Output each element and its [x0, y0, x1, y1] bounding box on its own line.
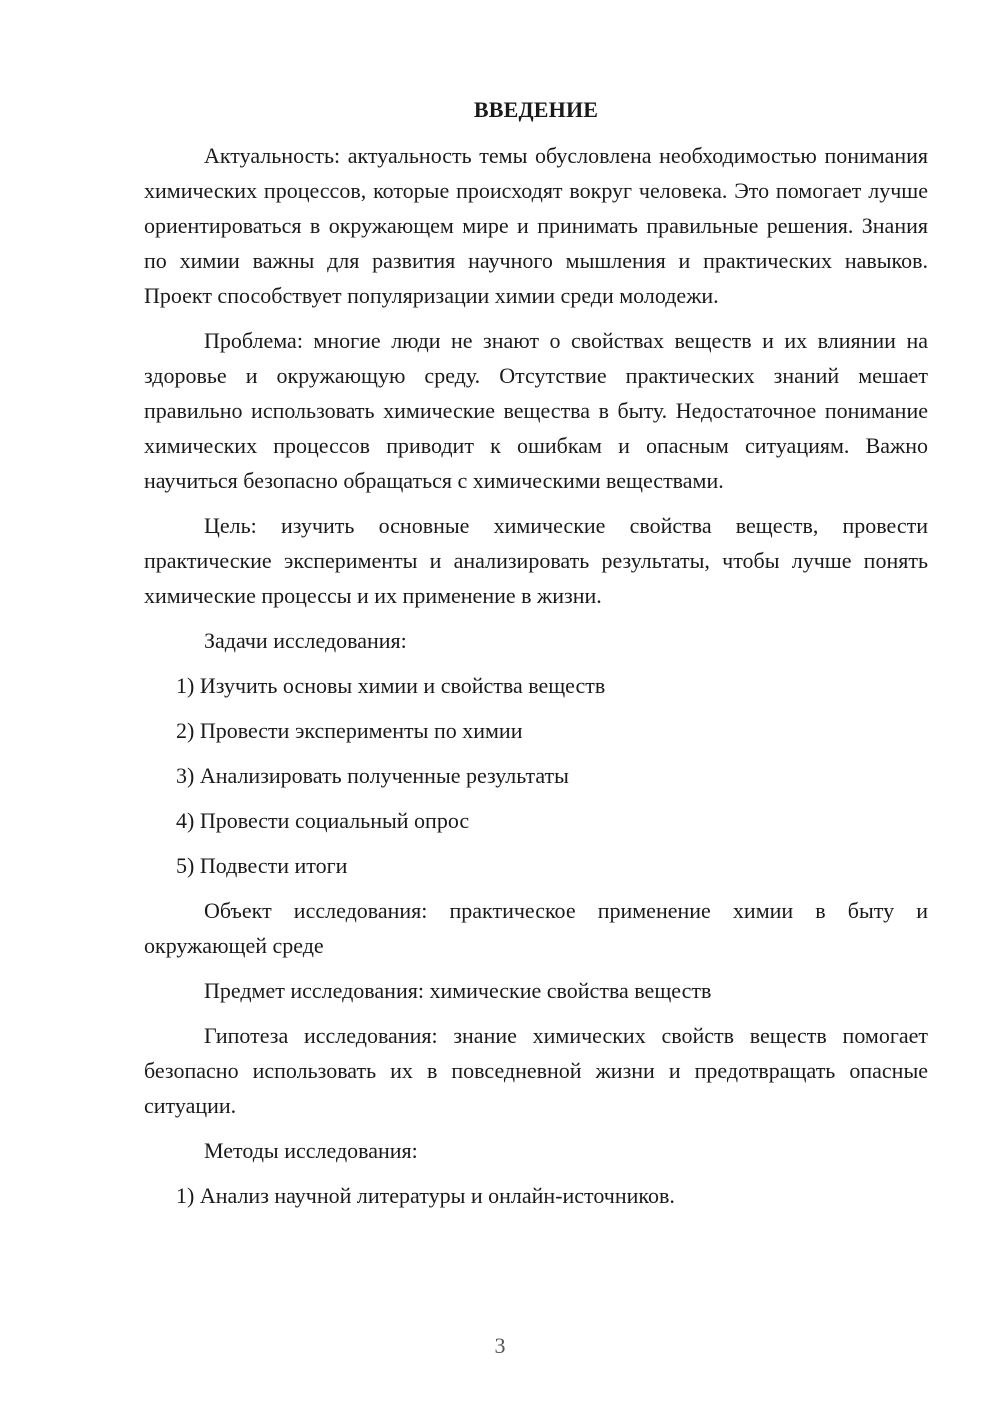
list-item: 3) Анализировать полученные результаты: [176, 763, 569, 788]
paragraph-goal: Цель: изучить основные химические свойства веществ, провести практические эксперименты и анализировать результаты, чтобы лучше понять химические процессы и их применение в жизни.: [144, 513, 928, 608]
paragraph-problem: Проблема: многие люди не знают о свойствах веществ и их влиянии на здоровье и окружающую среду. Отсутствие практических знаний мешает правильно использовать химические вещества в быту. Недостаточное понимание химических процессов приводит к ошибкам и опасным ситуациям. Важно научиться безопасно обращаться с химическими веществами.: [144, 328, 928, 493]
document-page: [144, 92, 928, 1223]
list-item: 1) Анализ научной литературы и онлайн-источников.: [176, 1183, 675, 1208]
methods-heading: Методы исследования:: [204, 1138, 418, 1163]
list-item: 5) Подвести итоги: [176, 853, 348, 878]
page-title: ВВЕДЕНИЕ: [473, 97, 599, 122]
paragraph-hypothesis: Гипотеза исследования: знание химических свойств веществ помогает безопасно использовать их в повседневной жизни и предотвращать опасные ситуации.: [144, 1023, 928, 1118]
list-item: 4) Провести социальный опрос: [176, 808, 470, 833]
list-item: 2) Провести эксперименты по химии: [176, 718, 523, 743]
paragraph-relevance: Актуальность: актуальность темы обусловлена необходимостью понимания химических процессов, которые происходят вокруг человека. Это помогает лучше ориентироваться в окружающем мире и принимать правильные решения. Знания по химии важны для развития научного мышления и практических навыков. Проект способствует популяризации химии среди молодежи.: [144, 143, 928, 308]
tasks-list: [144, 668, 928, 883]
paragraph-object: Объект исследования: практическое применение химии в быту и окружающей среде: [144, 898, 928, 958]
list-item: 1) Изучить основы химии и свойства веществ: [176, 673, 606, 698]
tasks-heading: Задачи исследования:: [204, 628, 407, 653]
methods-list: [144, 1178, 928, 1213]
page-number: 3: [494, 1333, 506, 1358]
paragraph-subject: Предмет исследования: химические свойства веществ: [204, 978, 712, 1003]
